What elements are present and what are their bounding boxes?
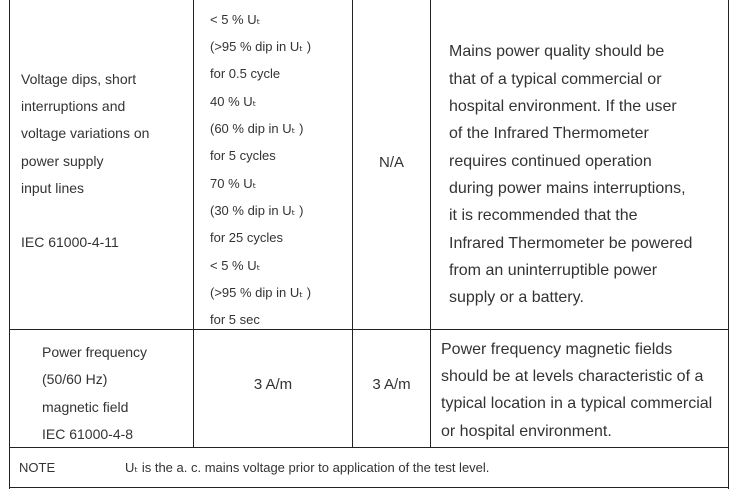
guidance-line: from an uninterruptible power	[449, 262, 658, 279]
test-level-line: for 5 cycles	[210, 148, 276, 163]
test-level-line: for 25 cycles	[210, 230, 283, 245]
phenomenon-line: interruptions and	[21, 98, 126, 114]
test-level-line: for 0.5 cycle	[210, 66, 281, 81]
standard-reference: IEC 61000-4-11	[21, 234, 119, 250]
guidance-line: supply or a battery.	[449, 289, 584, 306]
test-level-line: (>95 % dip in Uₜ )	[210, 39, 312, 54]
phenomenon-line: power supply	[21, 153, 104, 169]
row-divider-1	[9, 329, 729, 330]
test-level-line: (60 % dip in Uₜ )	[210, 121, 304, 136]
note-text: Uₜ is the a. c. mains voltage prior to application of the test level.	[125, 460, 490, 475]
row2-compliance: 3 A/m	[372, 376, 411, 393]
table-border-bottom	[9, 487, 729, 488]
phenomenon-line: Voltage dips, short	[21, 71, 137, 87]
guidance-line: hospital environment. If the user	[449, 98, 677, 115]
guidance-line: it is recommended that the	[449, 207, 638, 224]
phenomenon-line: Power frequency	[42, 344, 148, 360]
guidance-line: typical location in a typical commercial	[441, 395, 713, 412]
guidance-line: requires continued operation	[449, 153, 652, 170]
guidance-line: during power mains interruptions,	[449, 180, 686, 197]
row-divider-2	[9, 447, 729, 448]
guidance-line: should be at levels characteristic of a	[441, 368, 704, 385]
table-border-right	[728, 0, 729, 489]
guidance-line: that of a typical commercial or	[449, 71, 662, 88]
phenomenon-line: (50/60 Hz)	[42, 371, 108, 387]
phenomenon-line: voltage variations on	[21, 125, 150, 141]
test-level-line: for 5 sec	[210, 312, 260, 327]
test-level-line: 70 % Uₜ	[210, 176, 257, 191]
table-border-left	[9, 0, 10, 489]
guidance-line: of the Infrared Thermometer	[449, 125, 649, 142]
column-divider-3	[430, 0, 431, 448]
guidance-line: Power frequency magnetic fields	[441, 341, 673, 358]
row1-compliance: N/A	[378, 154, 404, 171]
phenomenon-line: magnetic field	[42, 399, 129, 415]
test-level-line: (>95 % dip in Uₜ )	[210, 285, 312, 300]
phenomenon-line: input lines	[21, 180, 85, 196]
test-level-line: 40 % Uₜ	[210, 94, 257, 109]
row2-test-level: 3 A/m	[253, 376, 293, 393]
note-label: NOTE	[19, 460, 56, 475]
test-level-line: < 5 % Uₜ	[210, 258, 261, 273]
test-level-line: < 5 % Uₜ	[210, 12, 261, 27]
guidance-line: Infrared Thermometer be powered	[449, 235, 693, 252]
guidance-line: Mains power quality should be	[449, 43, 665, 60]
guidance-line: or hospital environment.	[441, 423, 612, 440]
test-level-line: (30 % dip in Uₜ )	[210, 203, 304, 218]
standard-reference: IEC 61000-4-8	[42, 426, 134, 442]
